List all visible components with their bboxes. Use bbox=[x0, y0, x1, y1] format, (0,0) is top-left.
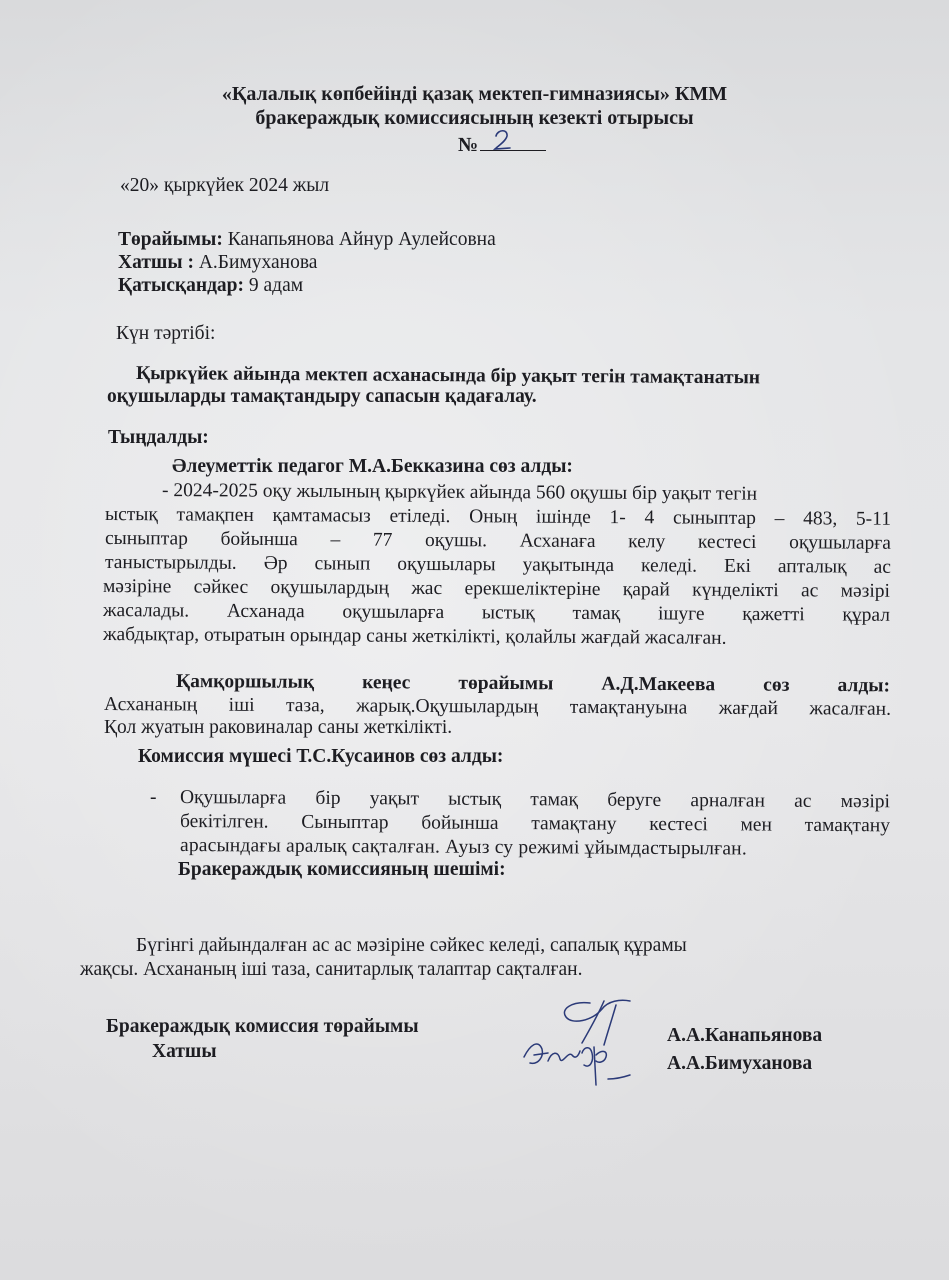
handwritten-signature bbox=[520, 995, 650, 1090]
meeting-number bbox=[458, 130, 546, 157]
attendees-value: 9 адам bbox=[248, 275, 304, 296]
organization-title: «Қалалық көпбейінді қазақ мектеп-гимназиясы» КММ bbox=[221, 83, 728, 105]
meeting-date: «20» қыркүйек 2024 жыл bbox=[120, 175, 330, 196]
secretary-role: Хатшы bbox=[152, 1041, 217, 1062]
chair-role: Бракераждық комиссия төрайымы bbox=[106, 1016, 419, 1037]
speaker2-line: Асхананың іші таза, жарық.Оқушылардың тамақтануына жағдай жасалған. bbox=[103, 694, 892, 720]
chair-label: Төрайымы: bbox=[118, 229, 223, 250]
agenda-text-line1: Қыркүйек айында мектеп асханасында бір уақыт тегін тамақтанатын bbox=[135, 363, 761, 389]
decision-line2: жақсы. Асхананың іші таза, санитарлық талаптар сақталған. bbox=[80, 959, 583, 980]
secretary-label: Хатшы : bbox=[118, 252, 194, 273]
handwritten-number bbox=[490, 126, 530, 152]
decision-heading: Бракераждық комиссияның шешімі: bbox=[178, 859, 506, 880]
secretary-value: А.Бимуханова bbox=[198, 252, 318, 273]
chair-row bbox=[118, 228, 496, 252]
speaker3-line: арасындағы аралық сақталған. Ауыз су режимі ұйымдастырылған. bbox=[179, 835, 747, 860]
heard-label: Тыңдалды: bbox=[108, 427, 209, 448]
speaker3-line: бекітілген. Сыныптар бойынша тамақтану кестесі мен тамақтану bbox=[179, 811, 891, 837]
secretary-name: А.А.Бимуханова bbox=[667, 1053, 813, 1074]
speaker1-line: жасалады. Асханада оқушыларға ыстық тамақ ішуге қажетті құрал bbox=[102, 600, 891, 626]
number-field bbox=[480, 130, 546, 151]
number-label: № bbox=[458, 134, 479, 156]
speaker3-bullet: - bbox=[150, 787, 157, 808]
speaker1-line: сыныптар бойынша – 77 оқушы. Асханаға келу кестесі оқушыларға bbox=[104, 528, 892, 554]
speaker1-heading: Әлеуметтік педагог М.А.Бекказина сөз алды: bbox=[172, 456, 573, 477]
attendees-row bbox=[118, 274, 303, 298]
speaker1-line: ыстық тамақпен қамтамасыз етіледі. Оның ішінде 1- 4 сыныптар – 483, 5-11 bbox=[104, 504, 892, 530]
speaker3-heading: Комиссия мүшесі Т.С.Кусаинов сөз алды: bbox=[138, 746, 504, 767]
speaker2-line: Қол жуатын раковиналар саны жеткілікті. bbox=[104, 717, 453, 738]
speaker2-heading: Қамқоршылық кеңес төрайымы А.Д.Макеева сөз алды: bbox=[175, 671, 891, 697]
meeting-title: бракераждық комиссиясының кезекті отырысы bbox=[255, 107, 694, 129]
agenda-text-line2: оқушыларды тамақтандыру сапасын қадағалау. bbox=[107, 386, 537, 407]
agenda-label: Күн тәртібі: bbox=[116, 323, 216, 344]
secretary-row bbox=[118, 251, 317, 275]
speaker1-line: жабдықтар, отыратын орындар саны жеткілікті, қолайлы жағдай жасалған. bbox=[102, 624, 727, 649]
speaker1-line: мәзіріне сәйкес оқушылардың жас ерекшеліктеріне қарай күнделікті ас мәзірі bbox=[102, 576, 891, 602]
attendees-label: Қатысқандар: bbox=[118, 275, 245, 296]
speaker3-line: Оқушыларға бір уақыт ыстық тамақ беруге арналған ас мәзірі bbox=[179, 787, 891, 813]
speaker1-line: таныстырылды. Әр сынып оқушылары уақытында келеді. Екі апталық ас bbox=[104, 552, 892, 578]
speaker1-line: - 2024-2025 оқу жылының қыркүйек айында 560 оқушы бір уақыт тегін bbox=[161, 480, 758, 505]
chair-value: Канапьянова Айнур Аулейсовна bbox=[227, 229, 496, 250]
chair-name: А.А.Канапьянова bbox=[667, 1025, 823, 1046]
decision-line1: Бүгінгі дайындалған ас ас мәзіріне сәйкес келеді, сапалық құрамы bbox=[136, 935, 687, 956]
